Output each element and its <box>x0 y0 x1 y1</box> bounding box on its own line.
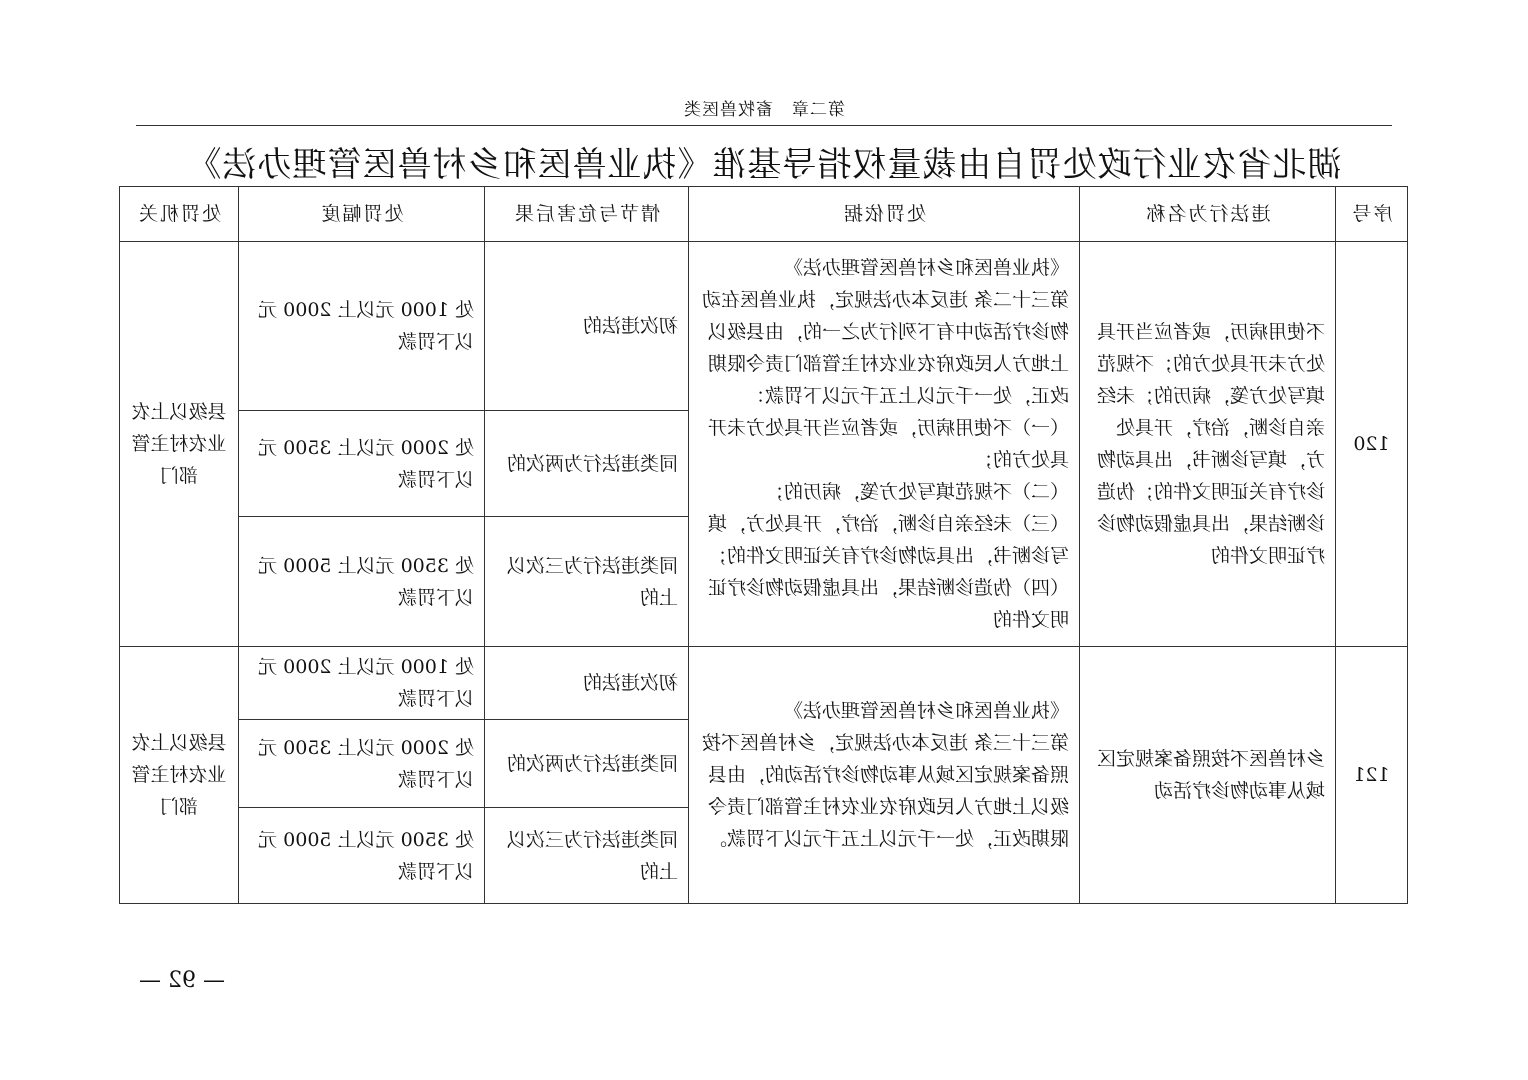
basis-line: 第三十三条 违反本办法规定，乡村兽医不按照备案规定区域从事动物诊疗活动的，由县级以上地方人民政府农业农村主管部门责令限期改正，处一千元以上五千元以下罚款。 <box>701 732 1069 850</box>
header-violation-name: 违法行为名称 <box>1080 187 1336 242</box>
basis-line: （三）未经亲自诊断，治疗，开具处方，填写诊断书，出具动物诊疗有关证明文件的； <box>707 513 1069 567</box>
item-number: 121 <box>1336 647 1408 904</box>
penalty-table <box>119 186 1408 904</box>
penalty-range: 处 3500 元以上 5000 元以下罚款 <box>239 517 485 647</box>
header-authority: 处罚机关 <box>120 187 239 242</box>
table-header-row <box>120 187 1408 242</box>
circumstance: 初次违法的 <box>485 242 689 411</box>
running-header: 第二章 畜牧兽医类 <box>683 100 845 120</box>
penalty-range: 处 3500 元以上 5000 元以下罚款 <box>239 808 485 904</box>
header-penalty-range: 处罚幅度 <box>239 187 485 242</box>
circumstance: 初次违法的 <box>485 647 689 720</box>
document-title: 湖北省农业行政处罚自由裁量权指导基准《执业兽医和乡村兽医管理办法》 <box>186 145 1342 185</box>
penalty-range: 处 2000 元以上 3500 元以下罚款 <box>239 411 485 517</box>
violation-name: 不使用病历，或者应当开具处方未开具处方的；不规范填写处方笺，病历的；未经亲自诊断，治疗，开具处方，填写诊断书，出具动物诊疗有关证明文件的；伪造诊断结果，出具虚假动物诊疗证明文件的 <box>1080 242 1336 647</box>
header-num: 序号 <box>1336 187 1408 242</box>
penalty-range: 处 1000 元以上 2000 元以下罚款 <box>239 242 485 411</box>
table-row <box>120 647 1408 720</box>
basis-line: （四）伪造诊断结果，出具虚假动物诊疗证明文件的 <box>707 577 1069 631</box>
header-legal-basis: 处罚依据 <box>689 187 1080 242</box>
basis-line: （一）不使用病历，或者应当开具处方未开具处方的； <box>707 417 1069 471</box>
circumstance: 同类违法行为三次以上的 <box>485 808 689 904</box>
legal-basis <box>689 242 1080 647</box>
circumstance: 同类违法行为两次的 <box>485 720 689 808</box>
header-circumstance: 情节与危害后果 <box>485 187 689 242</box>
basis-line: （二）不规范填写处方笺，病历的； <box>764 481 1069 503</box>
authority: 县级以上农业农村主管部门 <box>120 647 239 904</box>
violation-name: 乡村兽医不按照备案规定区域从事动物诊疗活动 <box>1080 647 1336 904</box>
circumstance: 同类违法行为两次的 <box>485 411 689 517</box>
circumstance: 同类违法行为三次以上的 <box>485 517 689 647</box>
page-number: — 92 — <box>139 968 225 993</box>
penalty-range: 处 2000 元以上 3500 元以下罚款 <box>239 720 485 808</box>
item-number: 120 <box>1336 242 1408 647</box>
basis-line: 《执业兽医和乡村兽医管理办法》 <box>783 257 1069 279</box>
legal-basis <box>689 647 1080 904</box>
header-rule <box>136 125 1392 126</box>
table-row <box>120 242 1408 411</box>
penalty-range: 处 1000 元以上 2000 元以下罚款 <box>239 647 485 720</box>
basis-line: 《执业兽医和乡村兽医管理办法》 <box>783 700 1069 722</box>
authority: 县级以上农业农村主管部门 <box>120 242 239 647</box>
basis-line: 第三十二条 违反本办法规定，执业兽医在动物诊疗活动中有下列行为之一的，由县级以上地方人民政府农业农村主管部门责令限期改正，处一千元以上五千元以下罚款： <box>701 289 1069 407</box>
